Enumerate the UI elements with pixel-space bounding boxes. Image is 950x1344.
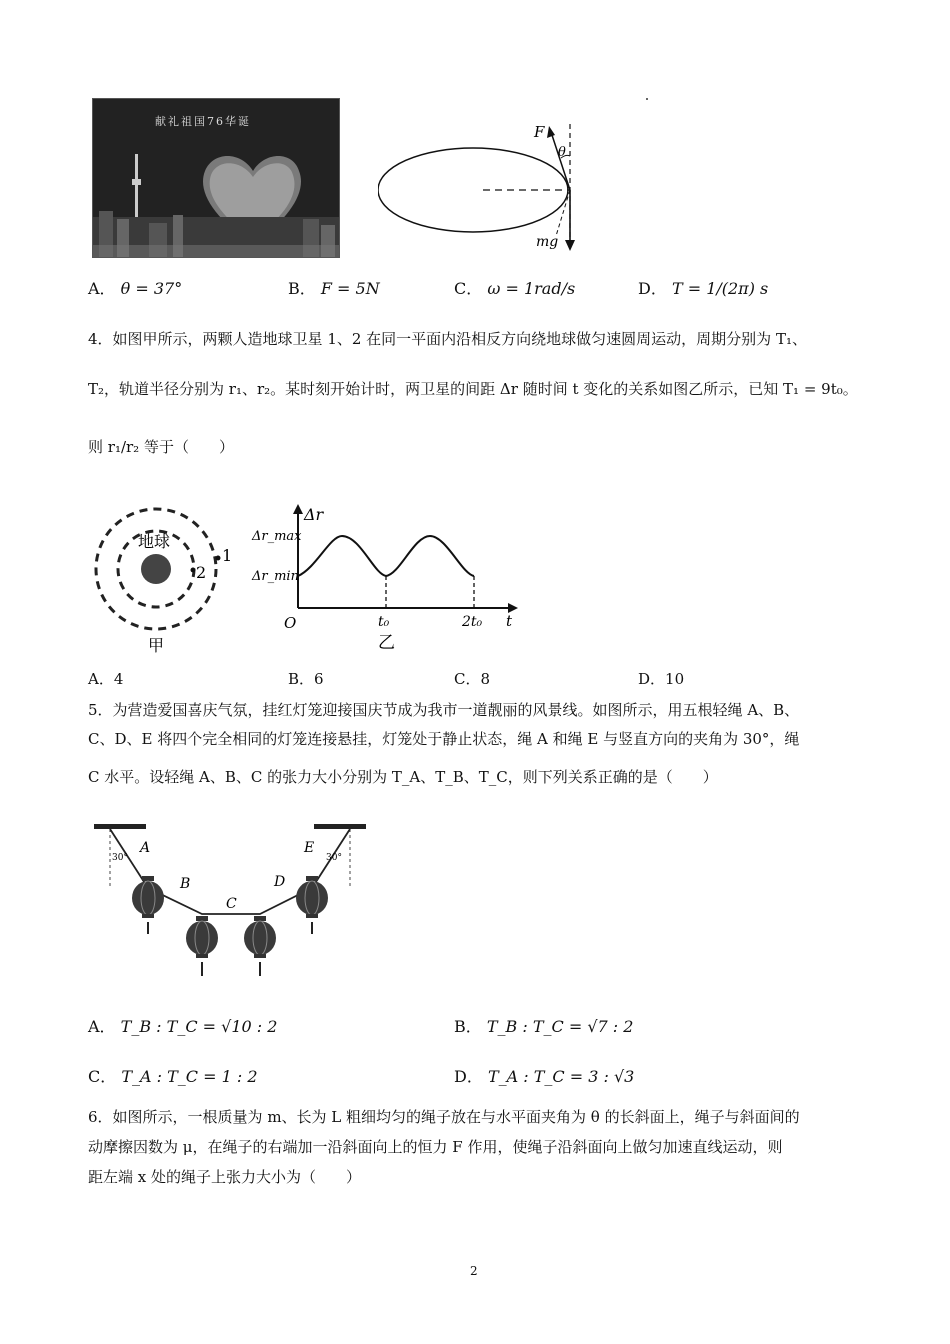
option-letter: C． [88,1067,117,1086]
q4-option-d[interactable] [638,668,684,690]
option-text: θ = 37° [120,279,183,298]
rope-B-label: B [180,876,191,892]
delta-r-min-label: Δr_min [252,569,299,584]
q5-option-b[interactable] [454,1016,633,1038]
option-text: T_B : T_C = √10 : 2 [120,1017,278,1036]
delta-r-max-label: Δr_max [252,529,302,544]
option-letter: A． [88,279,116,298]
option-text: 10 [665,670,685,688]
2t0-tick-label: 2t₀ [462,614,483,630]
conical-pendulum-diagram [378,118,588,258]
lantern-2 [186,916,218,976]
lantern-3 [244,916,276,976]
rope-C-label: C [226,896,237,912]
force-F-text: F [534,123,545,141]
option-text: F = 5N [320,279,380,298]
q4-option-b[interactable] [288,668,324,690]
speck [646,98,648,100]
option-text: T_A : T_C = 3 : √3 [487,1067,635,1086]
q3-option-a[interactable] [88,278,182,300]
angle-right-label: 30° [326,853,342,863]
option-letter: D． [454,1067,483,1086]
q5-option-a[interactable] [88,1016,277,1038]
rope-A-label: A [140,840,151,856]
rope-E-label: E [304,840,315,856]
option-text: T_A : T_C = 1 : 2 [121,1067,258,1086]
q6-line-2: 动摩擦因数为 μ，在绳子的右端加一沿斜面向上的恒力 F 作用，使绳子沿斜面向上做匀加速直线运动，则 [88,1138,783,1156]
q4-option-c[interactable] [454,668,490,690]
q5-option-c[interactable] [88,1066,258,1088]
lantern-figure [90,818,370,986]
mg-label: mg [536,234,559,250]
option-text: T_B : T_C = √7 : 2 [486,1017,634,1036]
option-text: T = 1/(2π) s [671,279,769,298]
option-text: ω = 1rad/s [487,279,576,298]
q3-option-d[interactable] [638,278,768,300]
q6-line-3: 距左端 x 处的绳子上张力大小为（ ） [88,1168,361,1186]
delta-r-curve [298,536,474,576]
figure-caption: 乙 [378,633,395,653]
theta-label: θ [558,145,566,160]
option-letter: C． [454,279,483,298]
option-letter: C． [454,670,481,688]
origin-label: O [284,614,297,632]
celebration-photo [92,98,340,258]
q4-option-a[interactable] [88,668,123,690]
option-text: 4 [113,670,124,688]
option-letter: A． [88,1017,116,1036]
y-axis-label: Δr [304,505,324,524]
q4-line-2: T₂，轨道半径分别为 r₁、r₂。某时刻开始计时，两卫星的间距 Δr 随时间 t 变化的关系如图乙所示，已知 T₁ = 9t₀。 [88,380,858,398]
x-axis-label: t [506,612,513,630]
q3-option-b[interactable] [288,278,380,300]
angle-left-label: 30° [112,853,128,863]
satellite-1-label: 1 [222,546,233,565]
option-letter: B． [454,1017,482,1036]
figure-yi-graph [250,500,522,660]
option-text: 6 [314,670,324,688]
page-number: 2 [470,1264,478,1278]
q5-line-1: 5．为营造爱国喜庆气氛，挂红灯笼迎接国庆节成为我市一道靓丽的风景线。如图所示，用五根轻绳 A、B、 [88,701,800,719]
q6-line-1: 6．如图所示，一根质量为 m、长为 L 粗细均匀的绳子放在与水平面夹角为 θ 的长斜面上，绳子与斜面间的 [88,1108,800,1126]
option-letter: A． [88,670,114,688]
rope-D-label: D [274,874,286,890]
figure-jia-orbits [92,505,242,655]
option-letter: D． [638,279,667,298]
q5-line-2: C、D、E 将四个完全相同的灯笼连接悬挂，灯笼处于静止状态，绳 A 和绳 E 与竖直方向的夹角为 30°，绳 [88,730,800,748]
option-letter: B． [288,670,315,688]
option-letter: D． [638,670,666,688]
q3-option-c[interactable] [454,278,575,300]
q5-line-3: C 水平。设轻绳 A、B、C 的张力大小分别为 T_A、T_B、T_C，则下列关系正确的是（ ） [88,768,718,786]
option-letter: B． [288,279,316,298]
photo-caption: 献礼祖国76华诞 [155,115,251,128]
lantern-1 [132,876,164,934]
q5-option-d[interactable] [454,1066,634,1088]
satellite-2-label: 2 [196,563,207,582]
earth-label: 地球 [138,532,171,551]
lantern-4 [296,876,328,934]
q4-line-1: 4．如图甲所示，两颗人造地球卫星 1、2 在同一平面内沿相反方向绕地球做匀速圆周运动，周期分别为 T₁、 [88,330,807,348]
q4-line-3: 则 r₁/r₂ 等于（ ） [88,438,234,456]
option-text: 8 [480,670,491,688]
t0-tick-label: t₀ [378,614,390,630]
figure-caption: 甲 [148,636,165,655]
